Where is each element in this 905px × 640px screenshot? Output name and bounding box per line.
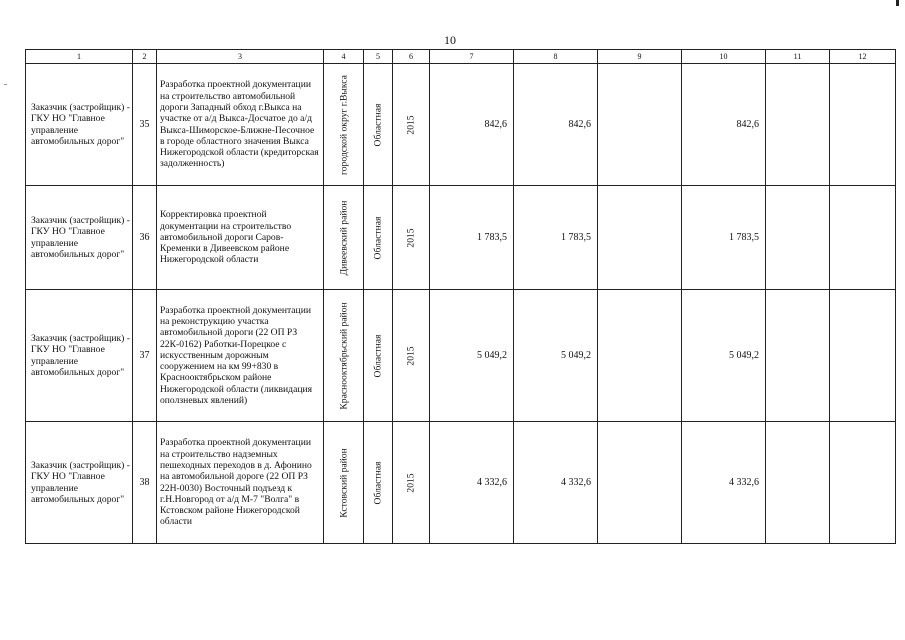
row-number: 37 [133, 290, 157, 422]
table-row [26, 422, 896, 544]
value-col8: 5 049,2 [514, 290, 598, 422]
column-header: 9 [598, 50, 682, 64]
description-cell: Разработка проектной документации на строительство надземных пешеходных переходов в д. Афонино на автомобильной дороге (22 ОП РЗ 22Н-0030) Восточный подъезд к г.Н.Новгород от а/д М-7 "Волга" в Кстовском районе Нижегородской области [157, 422, 324, 544]
table-row [26, 290, 896, 422]
value-col9 [598, 64, 682, 186]
value-col12 [830, 64, 896, 186]
year-cell [393, 290, 430, 422]
value-col9 [598, 186, 682, 290]
column-header: 8 [514, 50, 598, 64]
table-row [26, 64, 896, 186]
corner-mark [896, 0, 899, 6]
ownership-text: Областная [372, 216, 384, 259]
column-header: 6 [393, 50, 430, 64]
row-number: 38 [133, 422, 157, 544]
value-col11 [766, 64, 830, 186]
value-col10: 5 049,2 [682, 290, 766, 422]
year-text: 2015 [405, 227, 417, 248]
description-cell: Разработка проектной документации на реконструкцию участка автомобильной дороги (22 ОП РЗ 22К-0162) Работки-Порецкое с искусственным дорожным сооружением на км 99+830 в Краснооктябрьском районе Нижегородской области (ликвидация оползневых явлений) [157, 290, 324, 422]
district-text: Краснооктябрьский район [337, 301, 349, 410]
table-row [26, 186, 896, 290]
description-cell: Разработка проектной документации на строительство автомобильной дороги Западный обход г.Выкса на участке от а/д Выкса-Досчатое до а/д Выкса-Шиморское-Ближне-Песочное в городе областного значения Выкса Нижегородской области (кредиторская задолженность) [157, 64, 324, 186]
year-cell [393, 422, 430, 544]
value-col12 [830, 290, 896, 422]
ownership-text: Областная [372, 334, 384, 377]
customer-cell: Заказчик (застройщик) - ГКУ НО "Главное управление автомобильных дорог" [26, 186, 133, 290]
district-cell [324, 186, 364, 290]
column-header: 5 [364, 50, 393, 64]
row-number: 36 [133, 186, 157, 290]
value-col9 [598, 290, 682, 422]
value-col7: 842,6 [430, 64, 514, 186]
district-text: городской округ г.Выкса [337, 74, 349, 175]
ownership-text: Областная [372, 461, 384, 504]
value-col8: 842,6 [514, 64, 598, 186]
value-col10: 1 783,5 [682, 186, 766, 290]
row-number: 35 [133, 64, 157, 186]
ownership-cell [364, 186, 393, 290]
year-text: 2015 [405, 114, 417, 135]
column-header: 1 [26, 50, 133, 64]
column-header: 4 [324, 50, 364, 64]
district-cell [324, 64, 364, 186]
district-cell [324, 422, 364, 544]
value-col7: 1 783,5 [430, 186, 514, 290]
value-col7: 5 049,2 [430, 290, 514, 422]
value-col8: 4 332,6 [514, 422, 598, 544]
description-cell: Корректировка проектной документации на строительство автомобильной дороги Саров-Кременки в Дивеевском районе Нижегородской области [157, 186, 324, 290]
ownership-text: Областная [372, 103, 384, 146]
value-col12 [830, 422, 896, 544]
value-col10: 4 332,6 [682, 422, 766, 544]
value-col11 [766, 186, 830, 290]
column-header: 10 [682, 50, 766, 64]
value-col11 [766, 422, 830, 544]
value-col11 [766, 290, 830, 422]
page-number: 10 [444, 33, 456, 47]
customer-cell: Заказчик (застройщик) - ГКУ НО "Главное управление автомобильных дорог" [26, 290, 133, 422]
margin-tick [4, 84, 7, 85]
column-header: 7 [430, 50, 514, 64]
value-col9 [598, 422, 682, 544]
ownership-cell [364, 290, 393, 422]
column-header: 3 [157, 50, 324, 64]
year-cell [393, 186, 430, 290]
district-text: Дивеевский район [337, 200, 349, 275]
value-col7: 4 332,6 [430, 422, 514, 544]
budget-table [25, 49, 896, 544]
column-header: 11 [766, 50, 830, 64]
year-text: 2015 [405, 472, 417, 493]
customer-cell: Заказчик (застройщик) - ГКУ НО "Главное управление автомобильных дорог" [26, 64, 133, 186]
year-cell [393, 64, 430, 186]
ownership-cell [364, 64, 393, 186]
district-cell [324, 290, 364, 422]
column-header: 2 [133, 50, 157, 64]
column-number-row [26, 50, 896, 64]
column-header: 12 [830, 50, 896, 64]
value-col10: 842,6 [682, 64, 766, 186]
value-col12 [830, 186, 896, 290]
value-col8: 1 783,5 [514, 186, 598, 290]
ownership-cell [364, 422, 393, 544]
district-text: Кстовский район [337, 447, 349, 518]
year-text: 2015 [405, 345, 417, 366]
customer-cell: Заказчик (застройщик) - ГКУ НО "Главное управление автомобильных дорог" [26, 422, 133, 544]
